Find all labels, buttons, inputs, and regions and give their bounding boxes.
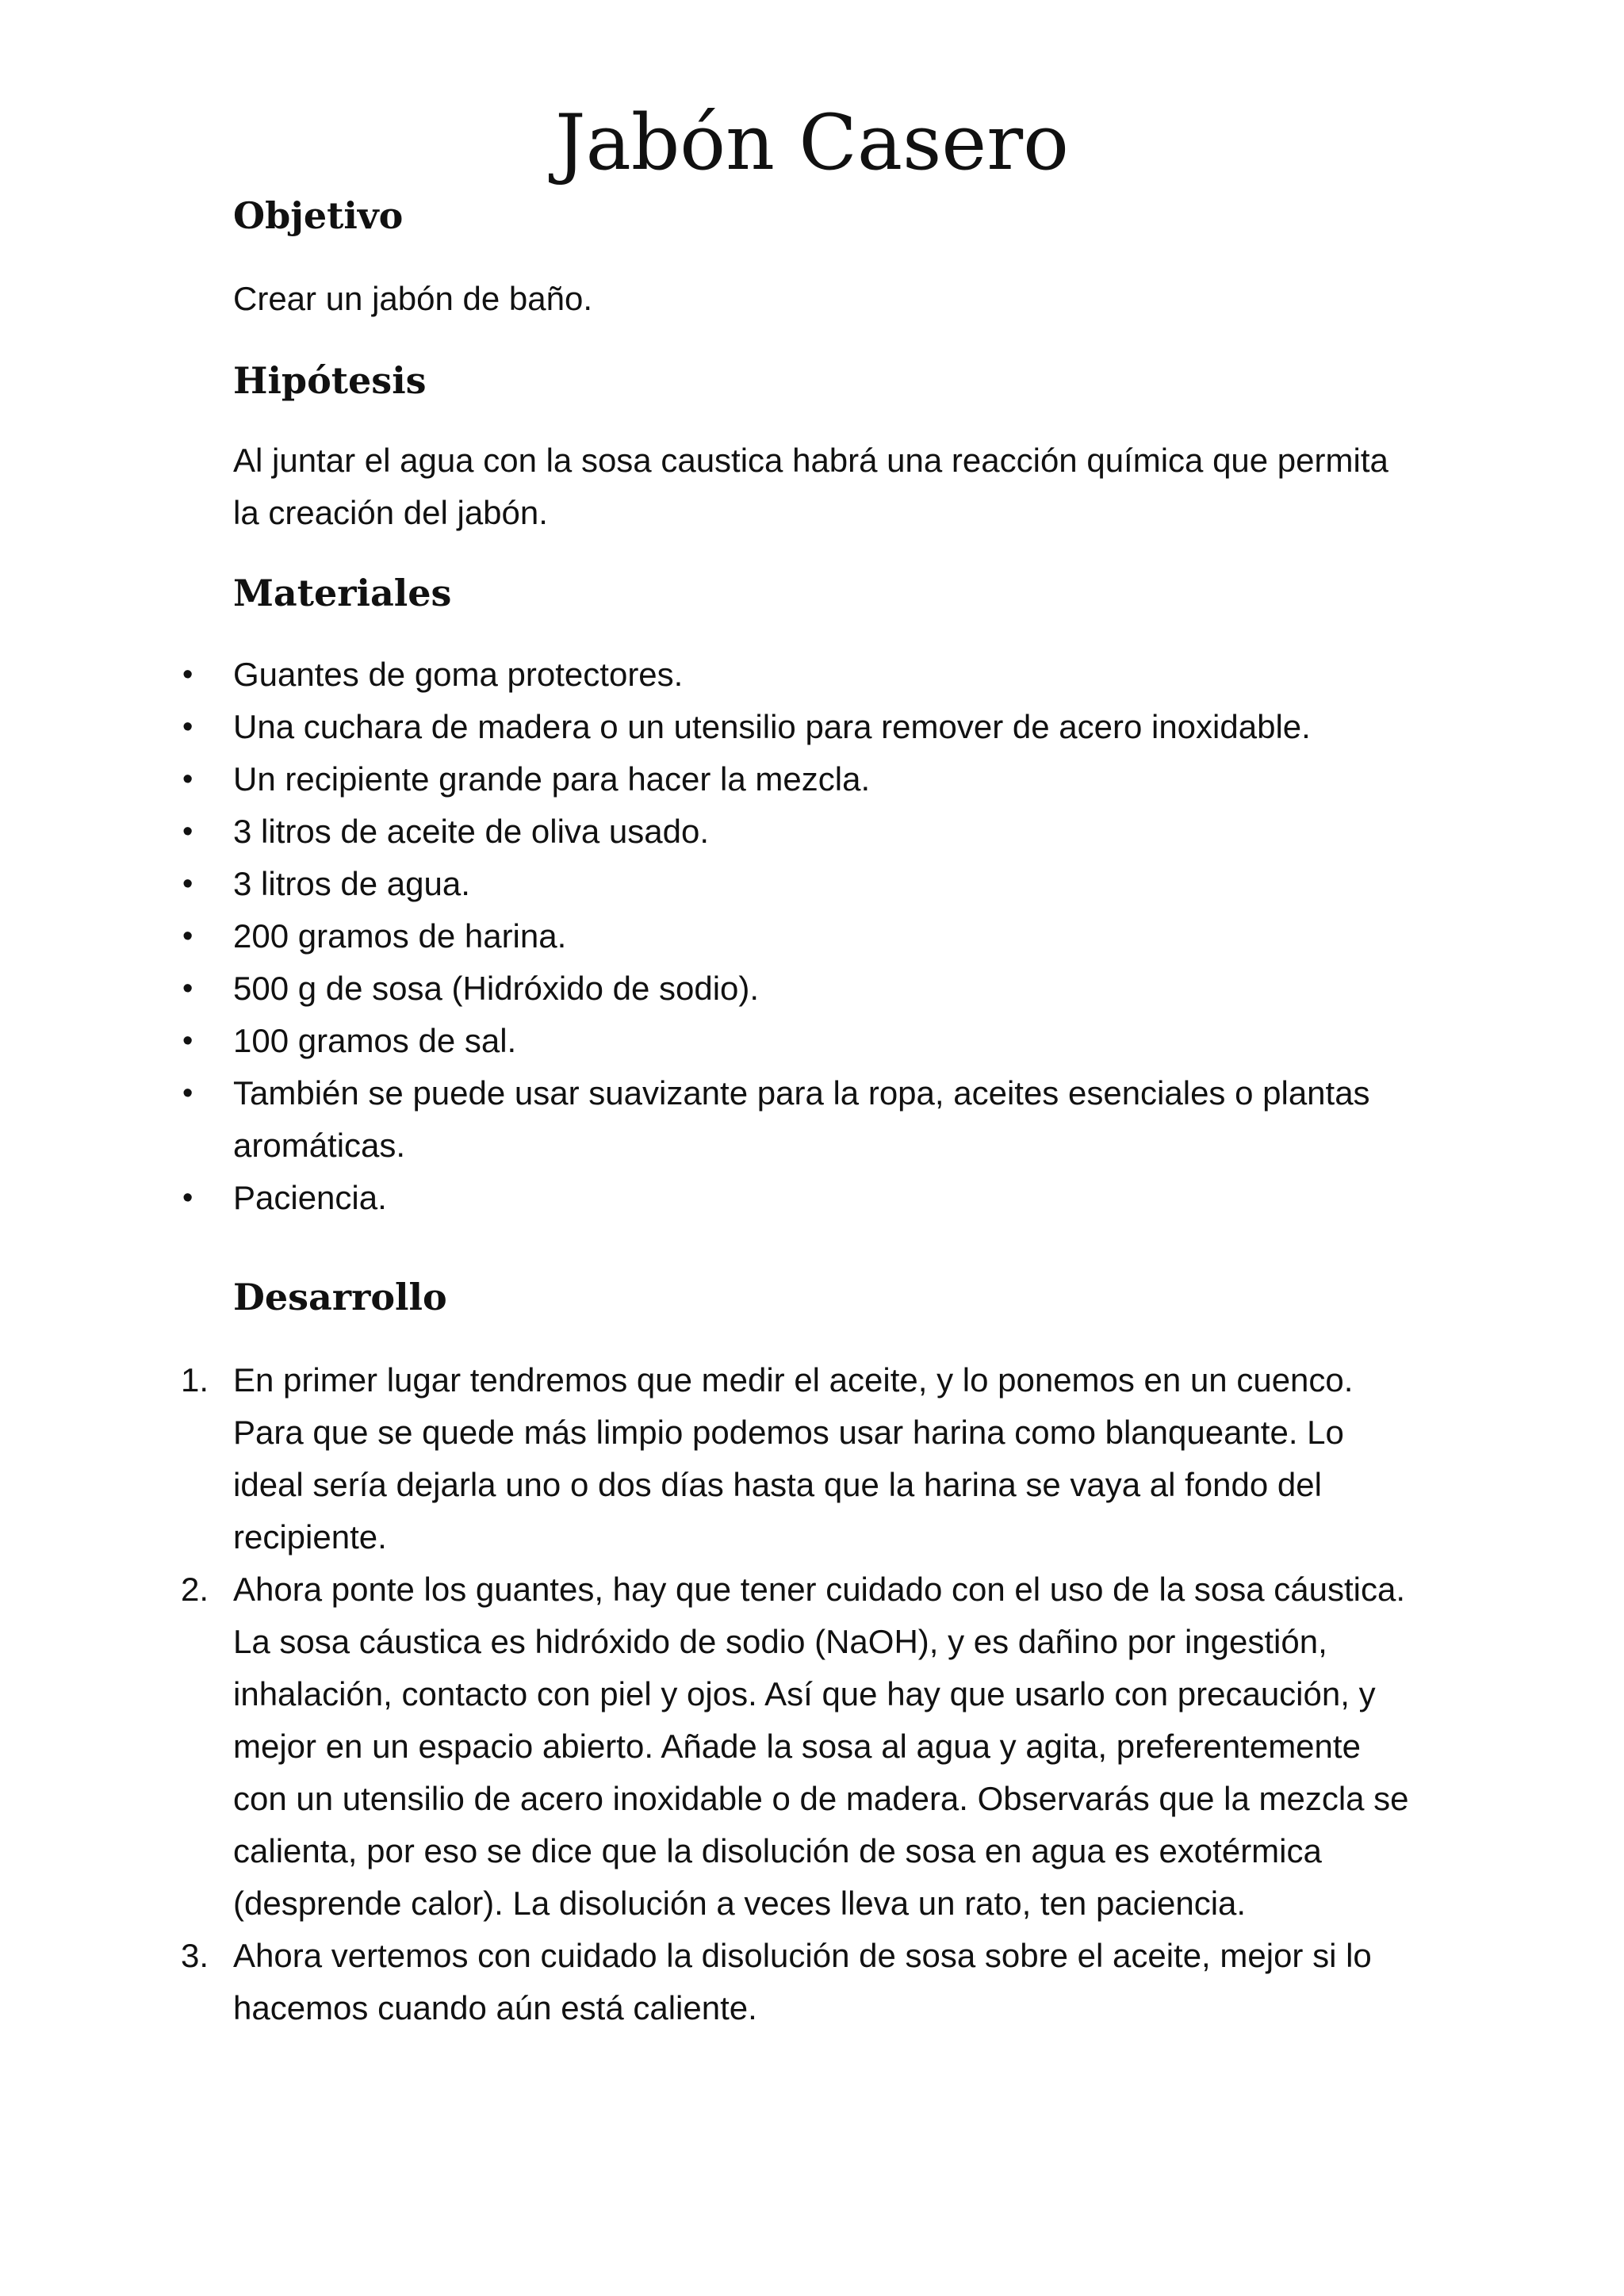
hipotesis-heading: Hipótesis	[233, 359, 427, 402]
list-item: • Guantes de goma protectores.	[233, 649, 1415, 701]
list-item: • Una cuchara de madera o un utensilio para remover de acero inoxidable.	[233, 701, 1415, 753]
step-text: Ahora vertemos con cuidado la disolución de sosa sobre el aceite, mejor si lo hacemos cuando aún está caliente.	[233, 1937, 1372, 2026]
list-item: • 200 gramos de harina.	[233, 910, 1415, 962]
desarrollo-steps	[181, 1354, 1415, 2034]
list-item: • También se puede usar suavizante para la ropa, aceites esenciales o plantas aromáticas.	[233, 1067, 1415, 1172]
step-number: 3.	[181, 1937, 209, 1974]
objetivo-text: Crear un jabón de baño.	[233, 280, 592, 317]
step-item	[181, 1563, 1415, 1930]
materiales-list	[233, 649, 1415, 1224]
list-item: • 3 litros de aceite de oliva usado.	[233, 806, 1415, 858]
step-item	[181, 1930, 1415, 2034]
document-content	[181, 190, 1415, 2034]
materiales-heading: Materiales	[233, 572, 452, 614]
desarrollo-heading: Desarrollo	[233, 1276, 447, 1318]
step-text: En primer lugar tendremos que medir el aceite, y lo ponemos en un cuenco. Para que se quede más limpio podemos usar harina como blanqueante. Lo ideal sería dejarla uno o dos días hasta que la harina se vaya al fondo del recipiente.	[233, 1361, 1354, 1556]
objetivo-heading: Objetivo	[233, 194, 404, 237]
list-item: • 500 g de sosa (Hidróxido de sodio).	[233, 962, 1415, 1015]
hipotesis-text: Al juntar el agua con la sosa caustica habrá una reacción química que permita la creación del jabón.	[233, 442, 1388, 531]
list-item: • Un recipiente grande para hacer la mezcla.	[233, 753, 1415, 806]
list-item: • Paciencia.	[233, 1172, 1415, 1224]
step-number: 1.	[181, 1361, 209, 1399]
list-item: • 3 litros de agua.	[233, 858, 1415, 910]
step-text: Ahora ponte los guantes, hay que tener cuidado con el uso de la sosa cáustica. La sosa cáustica es hidróxido de sodio (NaOH), y es dañino por ingestión, inhalación, contacto con piel y ojos. Así que hay que usarlo con precaución, y mejor en un espacio abierto. Añade la sosa al agua y agita, preferentemente con un utensilio de acero inoxidable o de madera. Observarás que la mezcla se calienta, por eso se dice que la disolución de sosa en agua es exotérmica (desprende calor). La disolución a veces lleva un rato, ten paciencia.	[233, 1571, 1409, 1922]
step-item	[181, 1354, 1415, 1563]
step-number: 2.	[181, 1571, 209, 1608]
list-item: • 100 gramos de sal.	[233, 1015, 1415, 1067]
document-title: Jabón Casero	[555, 98, 1069, 187]
